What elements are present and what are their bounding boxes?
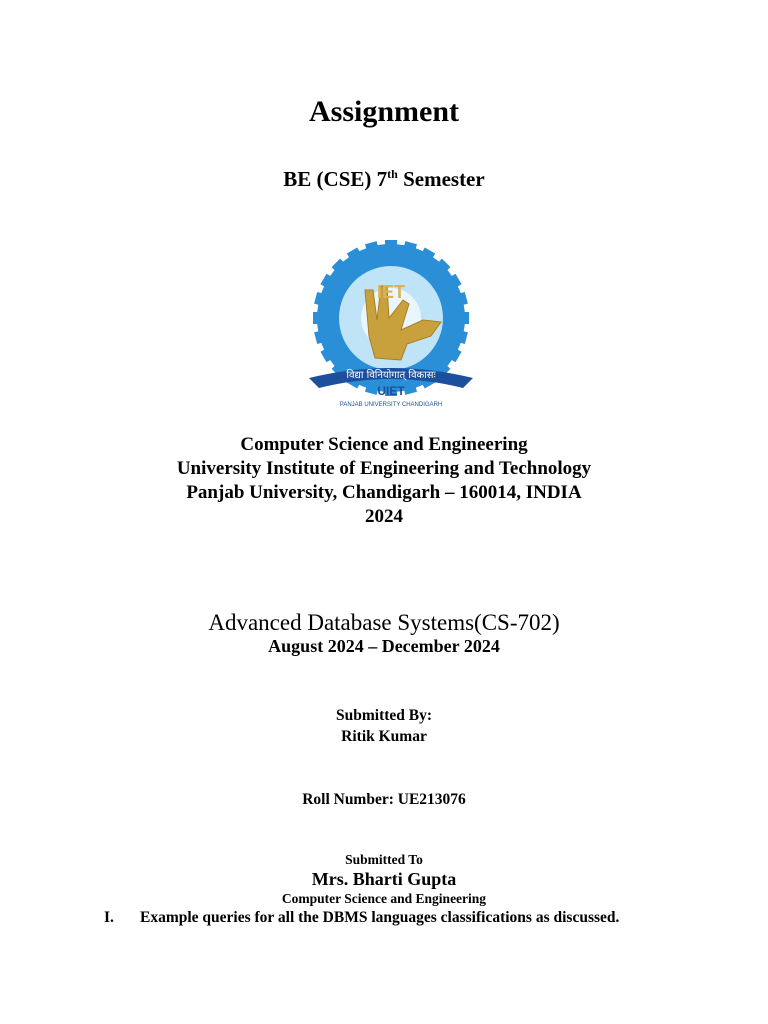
- semester-line: BE (CSE) 7th Semester: [283, 167, 485, 191]
- svg-text:UIET: UIET: [377, 384, 405, 398]
- teacher-department: Computer Science and Engineering: [281, 891, 487, 906]
- uiet-logo: [303, 240, 479, 414]
- course-session: August 2024 – December 2024: [268, 636, 500, 656]
- institute: University Institute of Engineering and Technology: [176, 458, 592, 479]
- course-name: Advanced Database Systems(CS-702): [208, 610, 560, 635]
- year: 2024: [365, 506, 403, 527]
- question-number: I.: [104, 909, 114, 926]
- document-title: Assignment: [308, 95, 459, 128]
- submitted-to-label: Submitted To: [345, 852, 423, 867]
- svg-text:विद्या विनियोगात् विकासः: विद्या विनियोगात् विकासः: [346, 370, 436, 381]
- svg-text:PANJAB UNIVERSITY CHANDIGARH: PANJAB UNIVERSITY CHANDIGARH: [339, 402, 443, 408]
- teacher-name: Mrs. Bharti Gupta: [311, 869, 457, 889]
- roll-number: Roll Number: UE213076: [302, 791, 466, 808]
- svg-text:IET: IET: [376, 282, 406, 302]
- submitted-by-label: Submitted By:: [335, 707, 433, 724]
- department: Computer Science and Engineering: [240, 434, 528, 455]
- address: Panjab University, Chandigarh – 160014, INDIA: [186, 482, 582, 503]
- question-text: Example queries for all the DBMS languages classifications as discussed.: [140, 909, 620, 926]
- student-name: Ritik Kumar: [341, 728, 427, 745]
